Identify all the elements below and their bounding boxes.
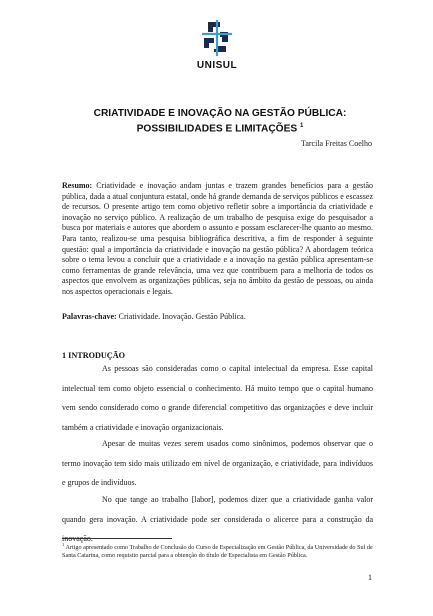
- article-title: [40, 107, 400, 135]
- abstract-label: Resumo:: [62, 181, 93, 190]
- page-number: 1: [368, 573, 372, 582]
- title-line-1: CRIATIVIDADE E INOVAÇÃO NA GESTÃO PÚBLICA:: [93, 108, 347, 119]
- title-footnote-marker: 1: [300, 123, 304, 129]
- section-title: 1 INTRODUÇÃO: [62, 351, 126, 360]
- title-line-2: [40, 120, 400, 135]
- title-line-2-text: POSSIBILIDADES E LIMITAÇÕES: [136, 123, 298, 135]
- paragraph: As pessoas são consideradas como o capital intelectual da empresa. Esse capital intelectual tem como objeto essencial o conhecimento. Há muito tempo que o capital humano vem sendo considerado como o grande diferencial competitivo das organizações e deve incluir também a criatividade e inovação organizacionais.: [62, 364, 373, 432]
- abstract-text: Criatividade e inovação andam juntas e trazem grandes benefícios para a gestão pública, dada a atual conjuntura estatal, onde há grande demanda de serviços públicos e escassez de recursos. O presente artigo tem como objetivo refletir sobre a importância da criatividade e inovação no serviço público. A realização de um trabalho de pesquisa exige do pesquisador a busca por materiais e autores que abordem o assunto e possam esclarecer-lhe quanto ao mesmo. Para tanto, realizou-se uma pesquisa bibliográfica descritiva, a fim de responder à seguinte questão: qual a importância da criatividade e inovação na gestão pública? A abordagem teórica sobre o tema levou a concluir que a criatividade e a inovação na gestão pública apresentam-se como ferramentas de grande relevância, uma vez que contribuem para a melhoria de todos os aspectos que envolvem as organizações públicas, seja no âmbito da gestão de pessoas, ou ainda nos aspectos operacionais e legais.: [62, 181, 373, 296]
- keywords-text: Criatividade. Inovação. Gestão Pública.: [118, 312, 246, 321]
- unisul-emblem-icon: [200, 18, 234, 58]
- unisul-logo: [186, 18, 248, 76]
- keywords: [62, 312, 373, 323]
- paragraph: No que tange ao trabalho [labor], podemos dizer que a criatividade ganha valor quando gera inovação. A criatividade pode ser considerada o alicerce para a construção da inovação.: [62, 495, 373, 543]
- footnote-divider: [62, 538, 172, 539]
- paragraph: Apesar de muitas vezes serem usados como sinônimos, podemos observar que o termo inovação tem sido mais utilizado em nível de organização, e criatividade, para indivíduos e grupos de indivíduos.: [62, 439, 373, 487]
- footnote: [62, 541, 373, 561]
- footnote-marker: 1: [62, 542, 65, 547]
- keywords-label: Palavras-chave:: [62, 312, 117, 321]
- footnote-text: Artigo apresentado como Trabalho de Conclusão do Curso de Especialização em Gestão Pública, da Universidade do Sul de Santa Catarina, como requisito parcial para a obtenção do título de Especialista em Gestão Pública.: [62, 544, 373, 560]
- logo-text: UNISUL: [196, 60, 238, 71]
- abstract: [62, 181, 373, 298]
- author-name: Tarcila Freitas Coelho: [301, 139, 372, 148]
